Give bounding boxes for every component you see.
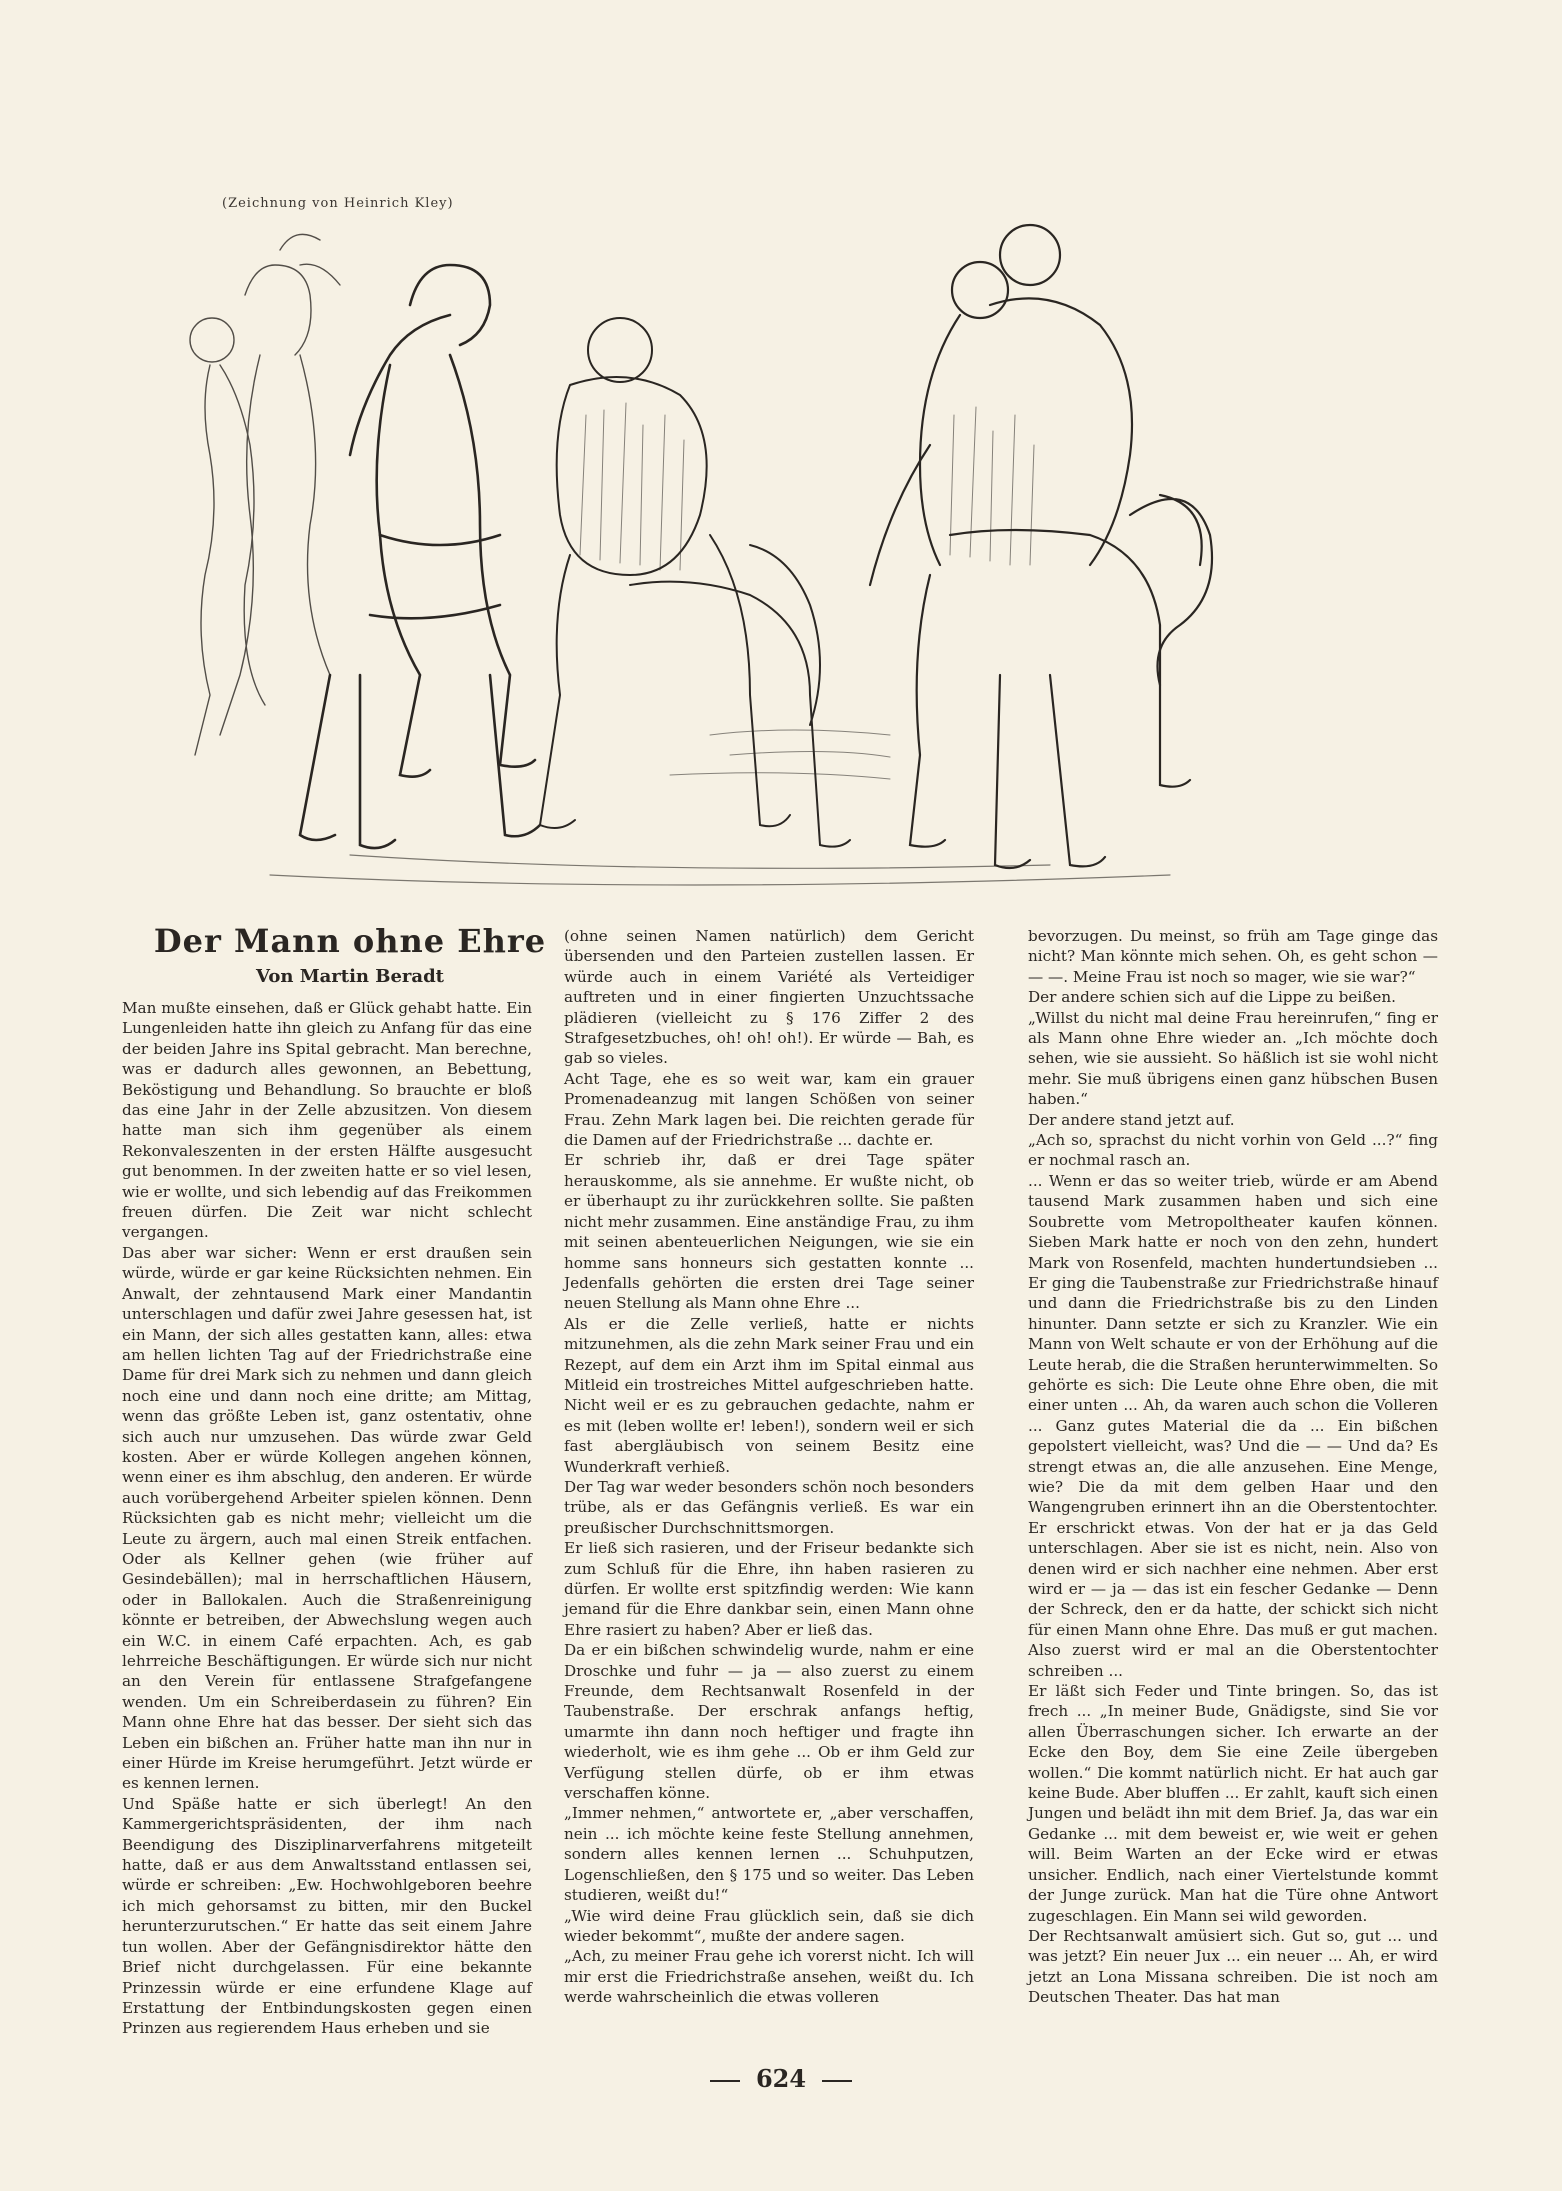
paragraph: Da er ein bißchen schwindelig wurde, nahm er eine Droschke und fuhr — ja — also zuerst zu einem Freunde, dem Rechtsanwalt Rosenfeld in der Taubenstraße. Der erschrak anfangs heftig, umarmte ihn dann noch heftiger und fragte ihn wiederholt, wie es ihm gehe ... Ob er ihm Geld zur Verfügung stellen dürfe, ob er ihm etwas verschaffen könne.	[564, 1641, 974, 1803]
paragraph: Er schrieb ihr, daß er drei Tage später herauskomme, als sie annehme. Er wußte nicht, ob er überhaupt zu ihr zurückkehren sollte. Sie paßten nicht mehr zusammen. Eine anständige Frau, zu ihm mit seinen abenteuerlichen Neigungen, wie sie ein homme sans honneurs sich gestatten konnte ... Jedenfalls gehörten die ersten drei Tage seiner neuen Stellung als Mann ohne Ehre ...	[564, 1151, 974, 1313]
paragraph: Der Tag war weder besonders schön noch besonders trübe, als er das Gefängnis verließ. Es war ein preußischer Durchschnittsmorgen.	[564, 1477, 974, 1537]
paragraph: Als er die Zelle verließ, hatte er nichts mitzunehmen, als die zehn Mark seiner Frau und ein Rezept, auf dem ein Arzt ihm im Spital einmal aus Mitleid ein trostreiches Mittel aufgeschrieben hatte. Nicht weil er es zu gebrauchen gedachte, nahm er es mit (leben wollte er! leben!), sondern weil er sich fast abergläubisch von seinem Besitz eine Wunderkraft verhieß.	[564, 1314, 974, 1476]
paragraph: Er ließ sich rasieren, und der Friseur bedankte sich zum Schluß für die Ehre, ihn haben rasieren zu dürfen. Er wollte erst spitzfindig werden: Wie kann jemand für die Ehre dankbar sein, einen Mann ohne Ehre rasiert zu haben? Aber er ließ das.	[564, 1539, 974, 1639]
paragraph: Das aber war sicher: Wenn er erst draußen sein würde, würde er gar keine Rücksichten nehmen. Ein Anwalt, der zehntausend Mark einer Mandantin unterschlagen und dafür zwei Jahre gesessen hat, ist ein Mann, der sich alles gestatten kann, alles: etwa am hellen lichten Tag auf der Friedrichstraße eine Dame für drei Mark sich zu nehmen und dann gleich noch eine und dann noch eine dritte; am Mittag, wenn das größte Leben ist, ganz ostentativ, ohne sich auch nur umzusehen. Das würde zwar Geld kosten. Aber er würde Kollegen angehen können, wenn einer es ihm abschlug, den anderen. Er würde auch vorübergehend Arbeiter spielen können. Denn Rücksichten gab es nicht mehr; vielleicht um die Leute zu ärgern, auch mal einen Streik entfachen. Oder als Kellner gehen (wie früher auf Gesindebällen); mal in herrschaftlichen Häusern, oder in Ballokalen. Auch die Straßenreinigung könnte er betreiben, der Abwechslung wegen auch ein W.C. in einem Café erpachten. Ach, es gab lehrreiche Beschäftigungen. Er würde sich nur nicht an den Verein für entlassene Strafgefangene wenden. Um ein Schreiberdasein zu führen? Ein Mann ohne Ehre hat das besser. Der sieht sich das Leben ein bißchen an. Früher hatte man ihn nur in einer Hürde im Kreise herumgeführt. Jetzt würde er es kennen lernen.	[122, 1243, 532, 1793]
paragraph: Der Rechtsanwalt amüsiert sich. Gut so, gut ... und was jetzt? Ein neuer Jux ... ein neuer ... Ah, er wird jetzt an Lona Missana schreiben. Die ist noch am Deutschen Theater. Das hat man	[1028, 1926, 1438, 2007]
paragraph: Man mußte einsehen, daß er Glück gehabt hatte. Ein Lungenleiden hatte ihn gleich zu Anfang für das eine der beiden Jahre ins Spital gebracht. Man berechne, was er dadurch alles gewonnen, an Bebettung, Beköstigung und Behandlung. So brauchte er bloß das eine Jahr in der Zelle abzusitzen. Von diesem hatte man sich ihm gegenüber als einem Rekonvaleszenten in der ersten Hälfte ausgesucht gut benommen. In der zweiten hatte er so viel lesen, wie er wollte, und sich lebendig auf das Freikommen freuen dürfen. Die Zeit war nicht schlecht vergangen.	[122, 999, 532, 1242]
paragraph: Und Späße hatte er sich überlegt! An den Kammergerichtspräsidenten, der ihm nach Beendigung des Disziplinarverfahrens mitgeteilt hatte, daß er aus dem Anwaltsstand entlassen sei, würde er schreiben: „Ew. Hochwohlgeboren beehre ich mich gehorsamst zu bitten, mir den Buckel herunterzurutschen.“ Er hatte das seit einem Jahre tun wollen. Aber der Gefängnisdirektor hätte den Brief nicht durchgelassen. Für eine bekannte Prinzessin würde er eine erfundene Klage auf Erstattung der Entbindungskosten gegen einen Prinzen aus regierendem Haus erheben und sie	[122, 1794, 532, 2038]
dash-left	[710, 2080, 740, 2082]
article-column-3	[1028, 926, 1438, 2008]
article-column-2	[564, 926, 974, 2008]
paragraph: „Ach so, sprachst du nicht vorhin von Geld ...?“ fing er nochmal rasch an.	[1028, 1131, 1438, 1170]
paragraph: Acht Tage, ehe es so weit war, kam ein grauer Promenadeanzug mit langen Schößen von seiner Frau. Zehn Mark lagen bei. Die reichten gerade für die Damen auf der Friedrichstraße ... dachte er.	[564, 1069, 974, 1150]
paragraph: Der andere stand jetzt auf.	[1028, 1110, 1235, 1129]
paragraph: bevorzugen. Du meinst, so früh am Tage ginge das nicht? Man könnte mich sehen. Oh, es geht schon — — —. Meine Frau ist noch so mager, wie sie war?“	[1028, 927, 1438, 986]
page-number	[0, 2064, 1562, 2093]
centaur-illustration	[150, 115, 1360, 905]
paragraph: ... Wenn er das so weiter trieb, würde er am Abend tausend Mark zusammen haben und sich eine Soubrette vom Metropoltheater kaufen können. Sieben Mark hatte er noch von den zehn, hundert Mark von Rosenfeld, machten hundertundsieben ... Er ging die Taubenstraße zur Friedrichstraße hinauf und dann die Friedrichstraße bis zu den Linden hinunter. Dann setzte er sich zu Kranzler. Wie ein Mann von Welt schaute er von der Erhöhung auf die Leute herab, die die Straßen herunterwimmelten. So gehörte es sich: Die Leute ohne Ehre oben, die mit einer unten ... Ah, da waren auch schon die Volleren ... Ganz gutes Material die da ... Ein bißchen gepolstert vielleicht, was? Und die — — Und da? Es strengt etwas an, die alle anzusehen. Eine Menge, wie? Die da mit dem gelben Haar und den Wangengruben erinnert ihn an die Oberstentochter. Er erschrickt etwas. Von der hat er ja das Geld unterschlagen. Aber sie ist es nicht, nein. Also von denen wird er sich nachher eine nehmen. Aber erst wird er — ja — das ist ein fescher Gedanke — Denn der Schreck, den er da hatte, der schickt sich nicht für einen Mann ohne Ehre. Das muß er gut machen. Also zuerst wird er mal an die Oberstentochter schreiben ...	[1028, 1171, 1438, 1680]
article-title: Der Mann ohne Ehre	[153, 922, 547, 960]
paragraph: „Immer nehmen,“ antwortete er, „aber verschaffen, nein ... ich möchte keine feste Stellung annehmen, sondern alles kennen lernen ... Schuhputzen, Logenschließen, den § 175 und so weiter. Das Leben studieren, weißt du!“	[564, 1804, 974, 1905]
article-byline: Von Martin Beradt	[256, 966, 444, 987]
page-number-text: 624	[755, 2064, 807, 2093]
paragraph: (ohne seinen Namen natürlich) dem Gericht übersenden und den Parteien zustellen lassen. Er würde auch in einem Variété als Verteidiger auftreten und in einer fingierten Unzuchtssache plädieren (vielleicht zu § 176 Ziffer 2 des Strafgesetzbuches, oh! oh! oh!). Er würde — Bah, es gab so vieles.	[564, 927, 974, 1068]
paragraph: Er läßt sich Feder und Tinte bringen. So, das ist frech ... „In meiner Bude, Gnädigste, sind Sie vor allen Überraschungen sicher. Ich erwarte an der Ecke den Boy, dem Sie eine Zeile übergeben wollen.“ Die kommt natürlich nicht. Er hat auch gar keine Bude. Aber bluffen ... Er zahlt, kauft sich einen Jungen und belädt ihn mit dem Brief. Ja, das war ein Gedanke ... mit dem beweist er, wie weit er gehen will. Beim Warten an der Ecke wird er etwas unsicher. Endlich, nach einer Viertelstunde kommt der Junge zurück. Man hat die Türe ohne Antwort zugeschlagen. Ein Mann sei wild geworden.	[1028, 1682, 1438, 1925]
illustration-credit: (Zeichnung von Heinrich Kley)	[222, 196, 454, 211]
article-column-1	[122, 998, 532, 2039]
paragraph: „Wie wird deine Frau glücklich sein, daß sie dich wieder bekommt“, mußte der andere sagen.	[564, 1906, 974, 1945]
paragraph: Der andere schien sich auf die Lippe zu beißen.	[1028, 988, 1396, 1007]
dash-right	[822, 2080, 852, 2082]
paragraph: „Willst du nicht mal deine Frau hereinrufen,“ fing er als Mann ohne Ehre wieder an. „Ich möchte doch sehen, wie sie aussieht. So häßlich ist sie wohl nicht mehr. Sie muß übrigens einen ganz hübschen Busen haben.“	[1028, 1008, 1438, 1109]
paragraph: „Ach, zu meiner Frau gehe ich vorerst nicht. Ich will mir erst die Friedrichstraße ansehen, weißt du. Ich werde wahrscheinlich die etwas volleren	[564, 1947, 974, 2007]
